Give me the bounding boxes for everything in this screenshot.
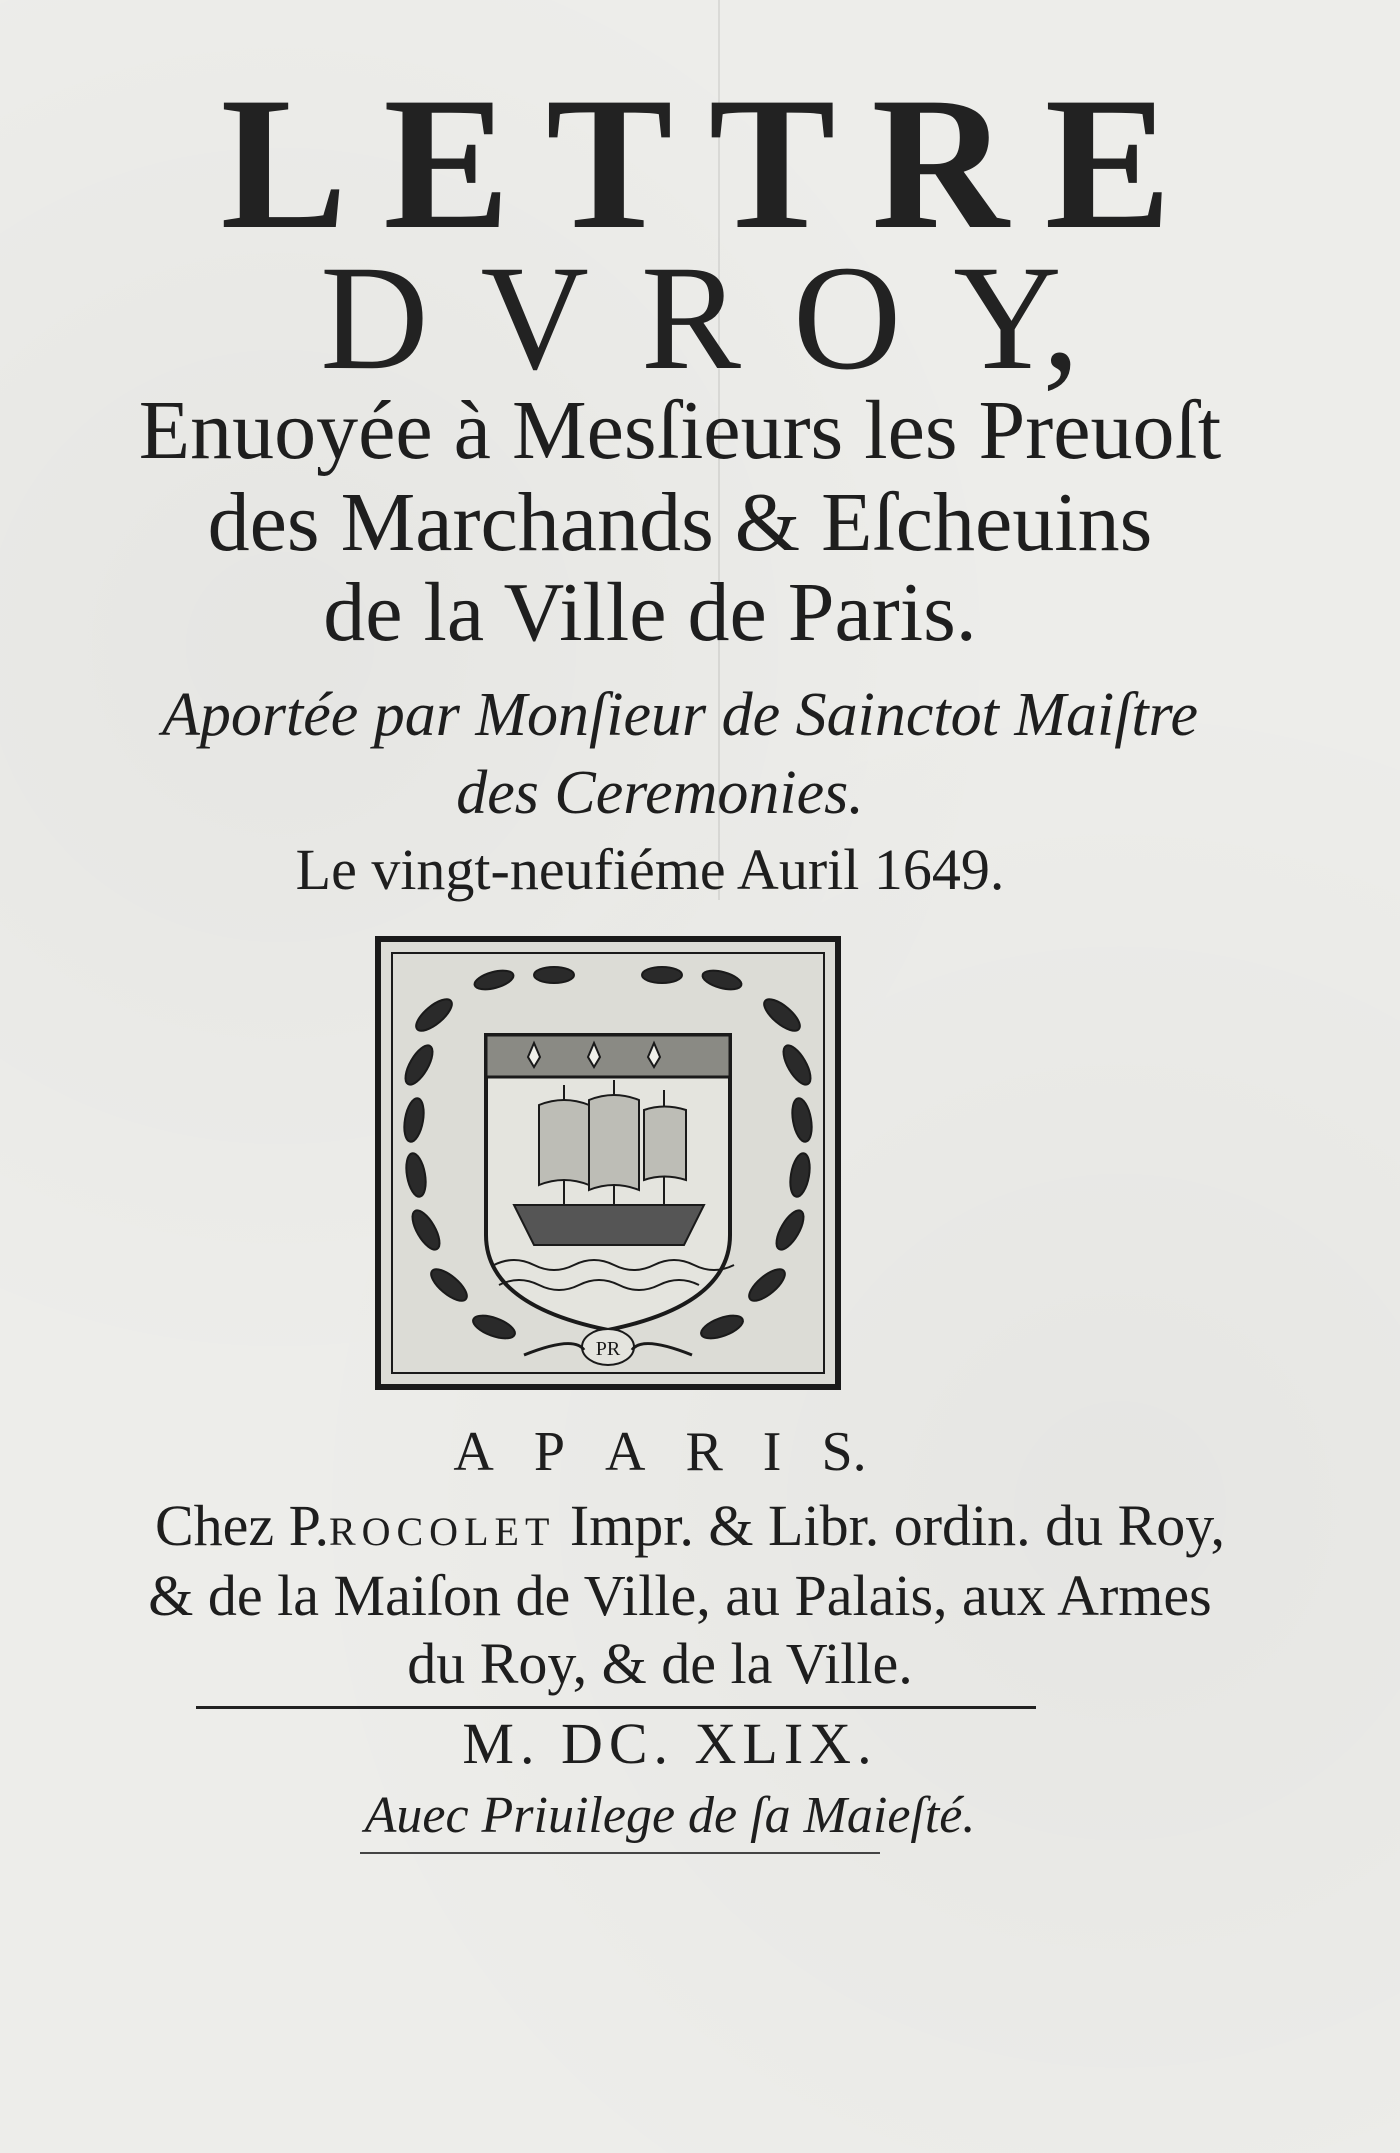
title-letter: R bbox=[640, 235, 741, 401]
title-letter: E bbox=[1044, 59, 1180, 269]
imprint-suffix: Impr. & Libr. ordin. du Roy, bbox=[555, 1493, 1226, 1558]
title-letter: L bbox=[220, 59, 356, 269]
addressee-line-1: Enuoyée à Mesſieurs les Preuoſt bbox=[138, 384, 1222, 477]
bearer-line-1: Aportée par Monſieur de Sainctot Maiſtre bbox=[161, 681, 1199, 749]
place-letter: A bbox=[604, 1421, 646, 1483]
woodcut-initials: PR bbox=[595, 1338, 621, 1360]
addressee-line-3: de la Ville de Paris. bbox=[323, 566, 977, 659]
privilege-underline bbox=[360, 1852, 880, 1854]
paris-coat-of-arms-ship-icon bbox=[374, 935, 842, 1391]
divider-rule bbox=[196, 1706, 1036, 1709]
title-letter: V bbox=[480, 235, 589, 401]
place-letter: P bbox=[533, 1421, 565, 1483]
title-letter: D bbox=[320, 235, 429, 401]
printer-name: ROCOLET bbox=[328, 1509, 556, 1554]
imprint-place bbox=[0, 1420, 1360, 1484]
addressee-line-2: des Marchands & Eſcheuins bbox=[207, 476, 1153, 569]
title-letter: E bbox=[383, 59, 519, 269]
title-letter: T bbox=[546, 59, 681, 269]
title-letter: O bbox=[792, 235, 902, 401]
title-letter: R bbox=[871, 59, 1017, 269]
imprint-prefix: Chez P. bbox=[154, 1493, 329, 1558]
privilege-line: Auec Priuilege de ſa Maieſté. bbox=[364, 1787, 976, 1844]
imprint-line-2: & de la Maiſon de Ville, au Palais, aux Armes bbox=[148, 1563, 1212, 1628]
date-line: Le vingt-neufiéme Auril 1649. bbox=[295, 837, 1005, 902]
place-letter: S. bbox=[821, 1421, 867, 1483]
place-letter: I bbox=[762, 1421, 782, 1483]
title-letter: Y, bbox=[953, 235, 1080, 401]
bearer-line-2: des Ceremonies. bbox=[456, 759, 864, 827]
title-letter: T bbox=[708, 59, 844, 269]
year-line: M. DC. XLIX. bbox=[462, 1711, 878, 1776]
imprint-line-3: du Roy, & de la Ville. bbox=[407, 1631, 913, 1696]
imprint-line-1 bbox=[0, 1492, 1390, 1559]
place-letter: A bbox=[453, 1421, 494, 1483]
place-letter: R bbox=[685, 1421, 723, 1483]
title-line-du-roy bbox=[0, 232, 1400, 404]
